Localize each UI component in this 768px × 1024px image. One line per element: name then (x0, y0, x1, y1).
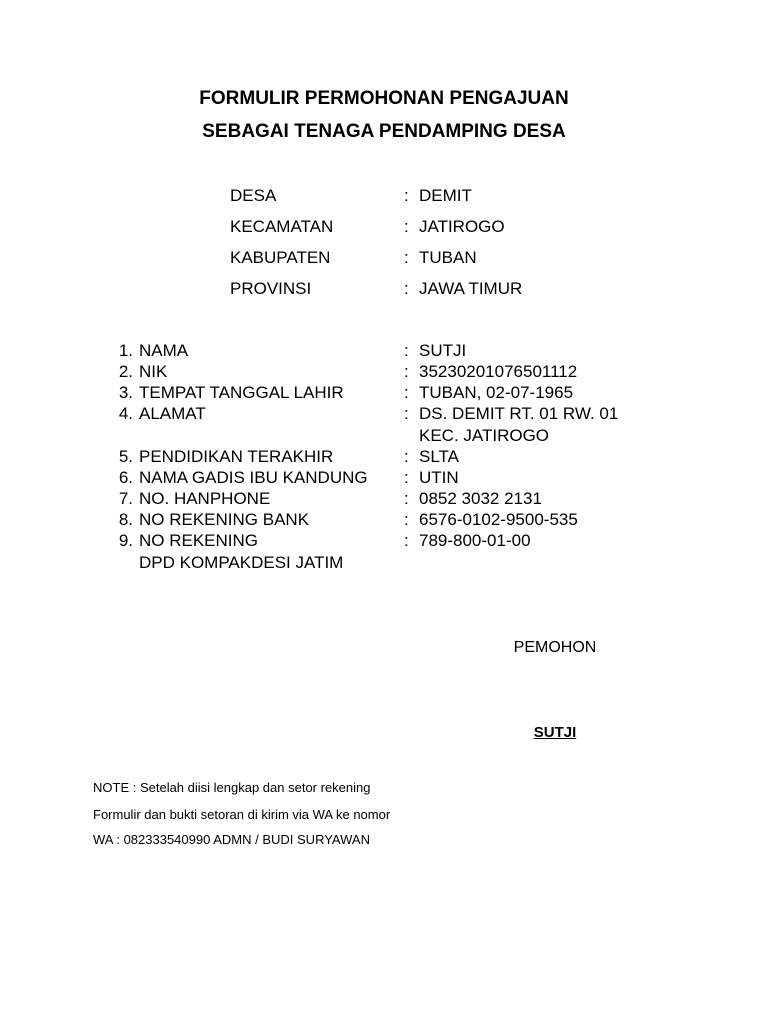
colon: : (404, 341, 409, 360)
field-value-line2: KEC. JATIROGO (419, 426, 550, 445)
field-value: SUTJI (419, 341, 467, 360)
field-number: 9. (118, 531, 133, 550)
field-row-rekening-dpd (113, 530, 653, 574)
note-line-2: Formulir dan bukti setoran di kirim via WA ke nomor (93, 807, 391, 822)
field-label: NO REKENING (139, 531, 259, 550)
field-number: 5. (118, 447, 133, 466)
field-number: 7. (118, 489, 133, 508)
field-value: UTIN (419, 468, 459, 487)
field-label: NAMA (139, 341, 189, 360)
field-label: TEMPAT TANGGAL LAHIR (139, 383, 344, 402)
colon: : (404, 279, 409, 298)
form-title-line2: SEBAGAI TENAGA PENDAMPING DESA (202, 121, 566, 142)
location-label: DESA (230, 186, 277, 205)
field-label: NIK (139, 362, 168, 381)
note-line-1: NOTE : Setelah diisi lengkap dan setor rekening (93, 780, 371, 795)
field-value: DS. DEMIT RT. 01 RW. 01 (419, 404, 619, 423)
field-label: NAMA GADIS IBU KANDUNG (139, 468, 368, 487)
field-label: NO. HANPHONE (139, 489, 271, 508)
colon: : (404, 217, 409, 236)
field-value: 0852 3032 2131 (419, 489, 542, 508)
colon: : (404, 531, 409, 550)
field-number: 2. (118, 362, 133, 381)
colon: : (404, 186, 409, 205)
field-number: 1. (118, 341, 133, 360)
colon: : (404, 248, 409, 267)
colon: : (404, 404, 409, 423)
colon: : (404, 468, 409, 487)
field-number: 3. (118, 383, 133, 402)
signature-role: PEMOHON (513, 639, 597, 656)
field-number: 8. (118, 510, 133, 529)
signature-name: SUTJI (533, 724, 577, 741)
field-label-line2: DPD KOMPAKDESI JATIM (139, 553, 344, 572)
location-label: PROVINSI (230, 279, 312, 298)
field-value: 35230201076501112 (419, 362, 578, 381)
colon: : (404, 383, 409, 402)
field-label: NO REKENING BANK (139, 510, 310, 529)
form-title-line1: FORMULIR PERMOHONAN PENGAJUAN (199, 88, 569, 109)
colon: : (404, 489, 409, 508)
field-value: 6576-0102-9500-535 (419, 510, 578, 529)
field-value: SLTA (419, 447, 459, 466)
field-number: 4. (118, 404, 133, 423)
colon: : (404, 510, 409, 529)
note-line-3: WA : 082333540990 ADMN / BUDI SURYAWAN (93, 832, 370, 847)
field-row-alamat (113, 403, 653, 447)
location-value: TUBAN (419, 248, 477, 267)
location-value: JAWA TIMUR (419, 279, 523, 298)
location-value: JATIROGO (419, 217, 505, 236)
location-label: KECAMATAN (230, 217, 334, 236)
field-value: TUBAN, 02-07-1965 (419, 383, 574, 402)
field-label: ALAMAT (139, 404, 206, 423)
colon: : (404, 447, 409, 466)
field-number: 6. (118, 468, 133, 487)
location-label: KABUPATEN (230, 248, 331, 267)
colon: : (404, 362, 409, 381)
field-value: 789-800-01-00 (419, 531, 531, 550)
location-value: DEMIT (419, 186, 472, 205)
field-label: PENDIDIKAN TERAKHIR (139, 447, 334, 466)
